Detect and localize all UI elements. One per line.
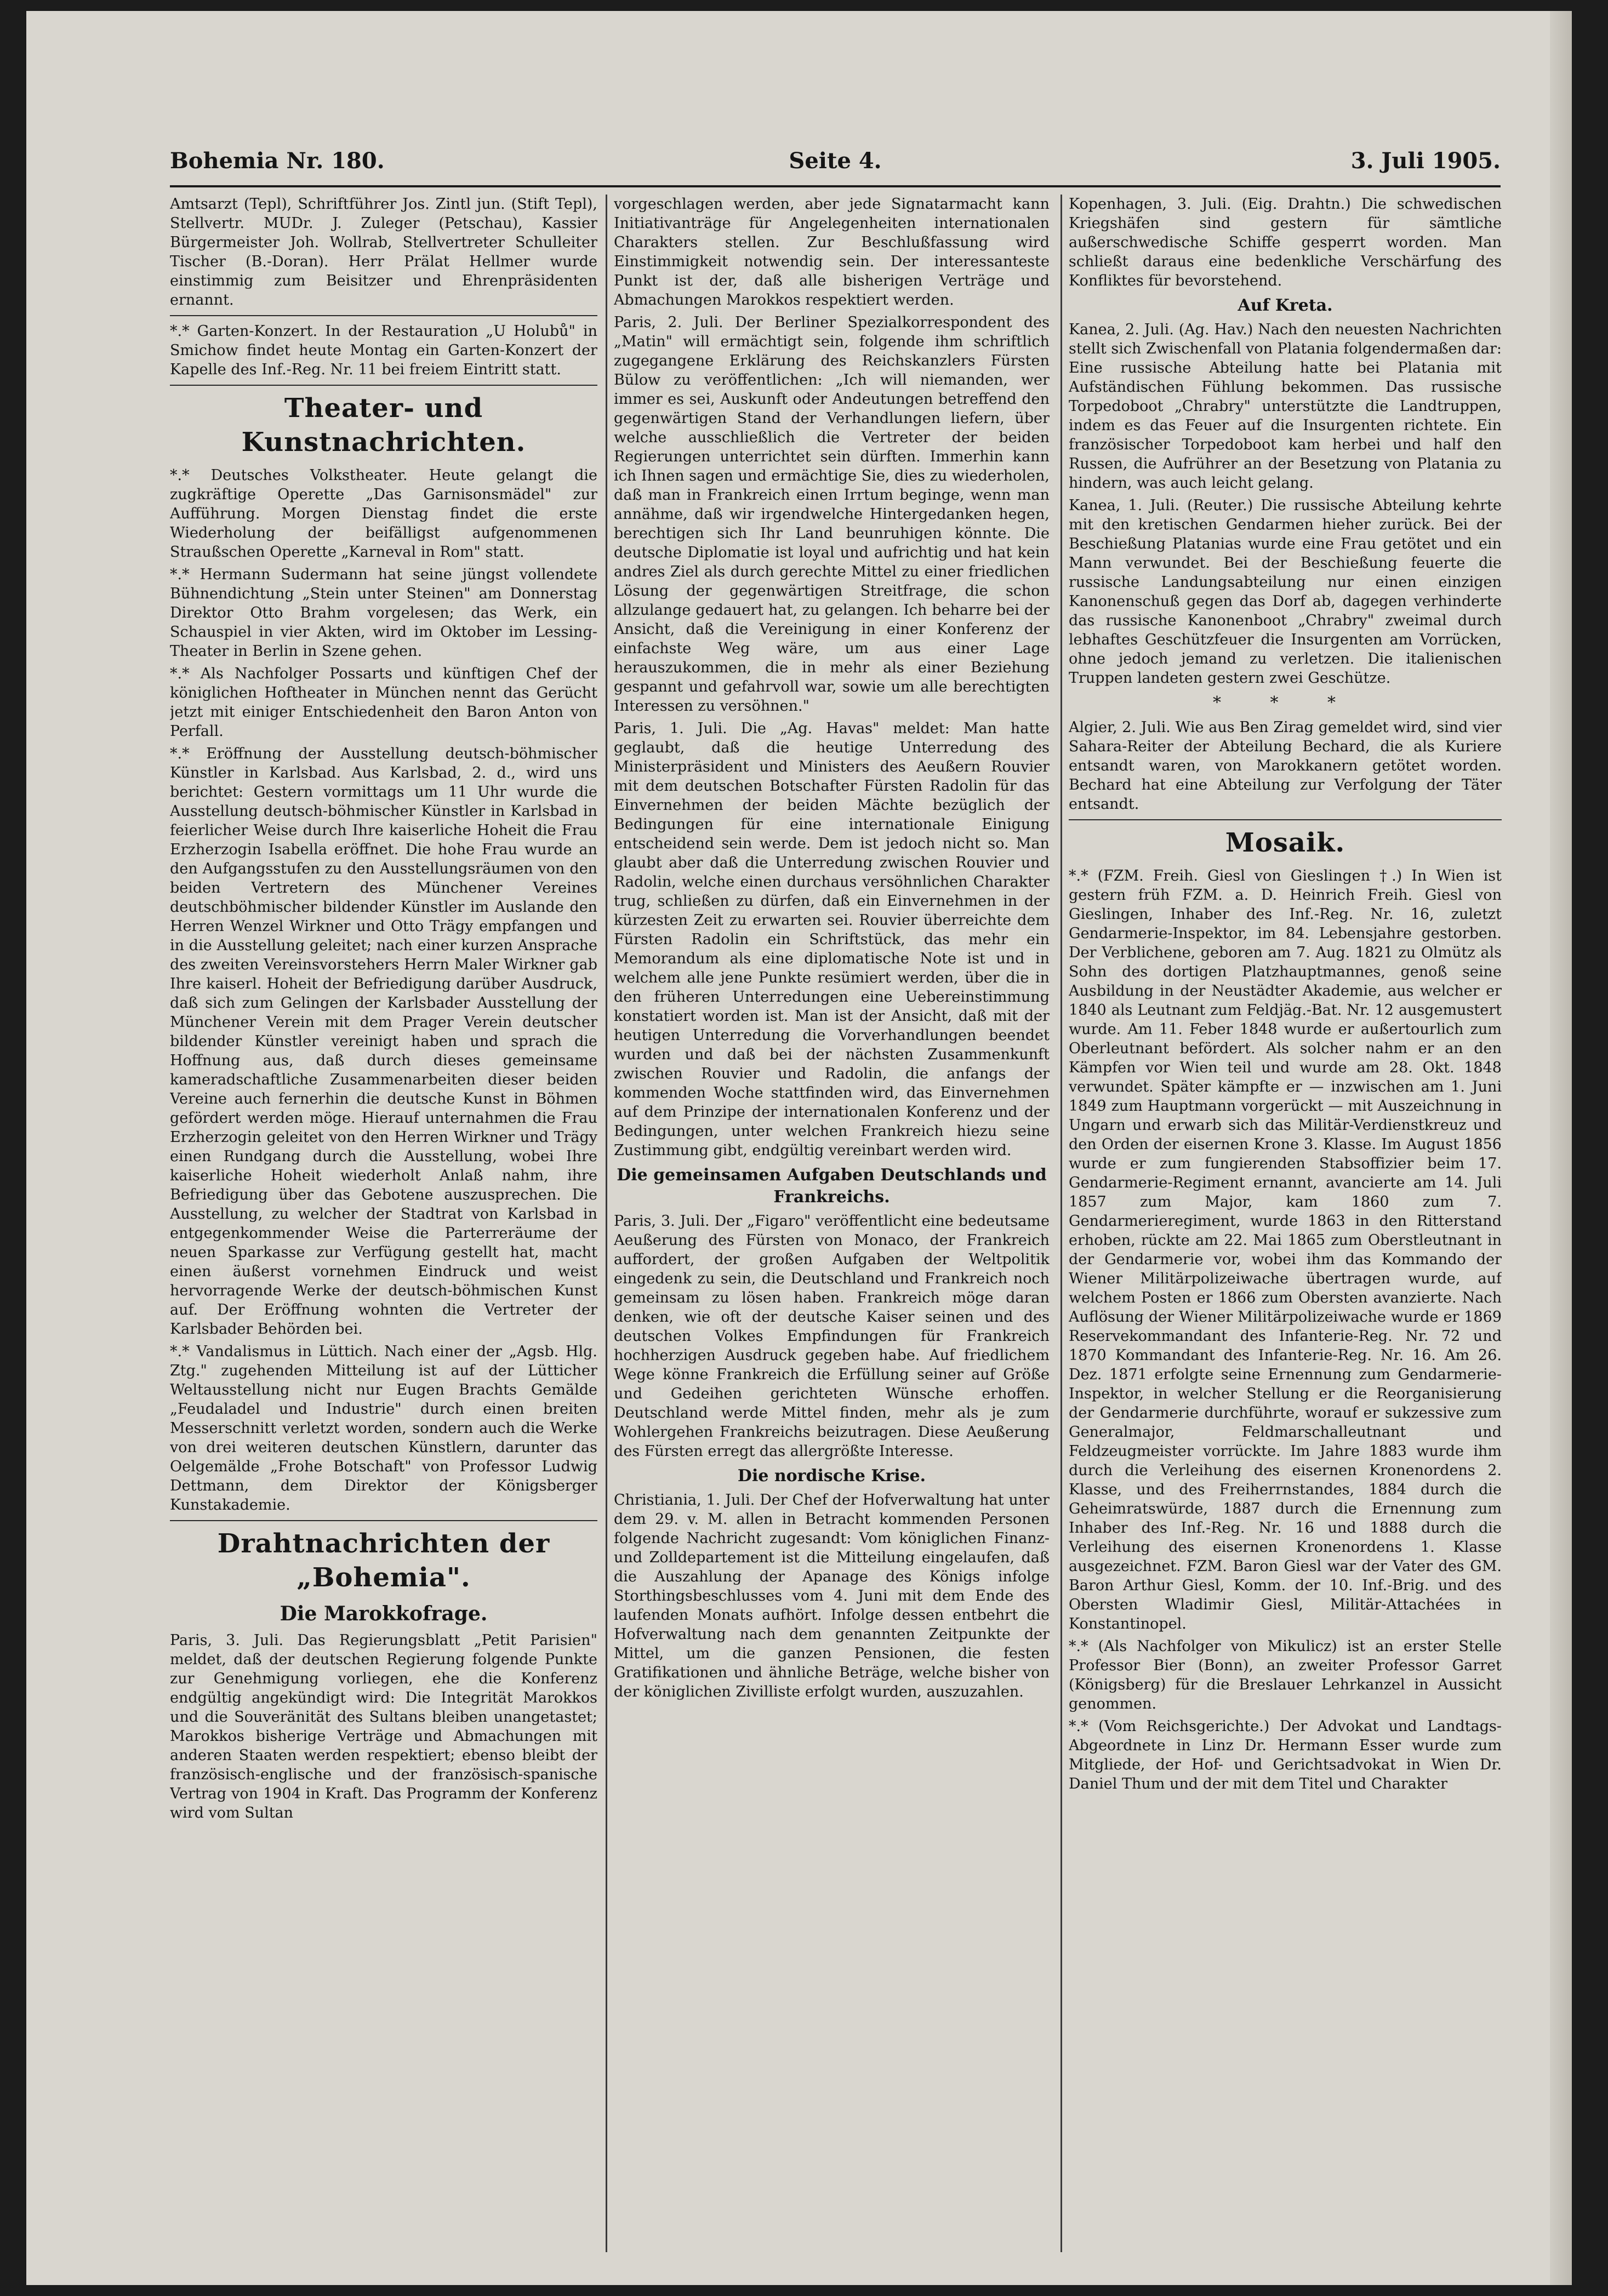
paragraph: vorgeschlagen werden, aber jede Signatarmacht kann Initiativanträge für Angelegenheiten internationalen Charakters stellen. Zur Beschlußfassung wird Einstimmigkeit notwendig sein. Der interessanteste Punkt ist der, daß alle bisherigen Verträge und Abmachungen Marokkos respektiert werden. (614, 196, 1050, 309)
paragraph: Christiania, 1. Juli. Der Chef der Hofverwaltung hat unter dem 29. v. M. allen in Betracht kommenden Personen folgende Nachricht zugesandt: Vom königlichen Finanz- und Zolldepartement ist die Mitteilung eingelaufen, daß die Auszahlung der Apanage des Königs infolge Storthingsbeschlusses vom 4. Juni mit dem Ende des laufenden Monats aufhört. Infolge dessen entbehrt die Hofverwaltung nach dem genannten Zeitpunkte der Mittel, um die ganzen Pensionen, die festen Gratifikationen und ähnliche Beträge, welche bisher von der königlichen Zivilliste erfolgt wurden, auszuzahlen. (614, 1492, 1050, 1700)
column-2 (614, 195, 1050, 2252)
newspaper-page (26, 11, 1572, 2285)
page-header (170, 148, 1501, 181)
column-separator (1060, 195, 1062, 2252)
paragraph: Paris, 3. Juli. Das Regierungsblatt „Petit Parisien" meldet, daß der deutschen Regierung folgende Punkte zur Genehmigung vorliegen, ehe die Konferenz endgültig angekündigt wird: Die Integrität Marokkos und die Souveränität des Sultans bleiben unangetastet; Marokkos bisherige Verträge und Abmachungen mit anderen Staaten werden respektiert; ebenso bleibt der französisch-englische und der französisch-spanische Vertrag von 1904 in Kraft. Das Programm der Konferenz wird vom Sultan (170, 1632, 597, 1821)
column-1 (170, 195, 597, 2252)
section-heading: Mosaik. (1225, 827, 1345, 858)
paragraph: Kopenhagen, 3. Juli. (Eig. Drahtn.) Die schwedischen Kriegshäfen sind gestern für sämtliche außerschwedische Schiffe gesperrt worden. Man schließt daraus eine bedenkliche Verschärfung des Konfliktes für bevorstehend. (1069, 196, 1502, 289)
subsection-heading: Die Marokkofrage. (280, 1602, 488, 1625)
paragraph: Paris, 1. Juli. Die „Ag. Havas" meldet: Man hatte geglaubt, daß die heutige Unterredung des Ministerpräsident und Ministers des Aeußern Rouvier mit dem deutschen Botschafter Fürsten Radolin für das Einvernehmen der beiden Mächte bezüglich der Bedingungen für eine internationale Einigung entscheidend sein werde. Dem ist jedoch nicht so. Man glaubt aber daß die Unterredung zwischen Rouvier und Radolin, welche einen durchaus versöhnlichen Charakter trug, schließen zu dürfen, daß ein Einvernehmen in der kürzesten Zeit zu erwarten sei. Rouvier überreichte dem Fürsten Radolin ein Schriftstück, das mehr ein Memorandum als eine diplomatische Note ist und in welchem alle jene Punkte resümiert werden, über die in den früheren Unterredungen eine Uebereinstimmung konstatiert worden ist. Man ist der Ansicht, daß mit der heutigen Unterredung die Vorverhandlungen beendet wurden und daß bei der nächsten Zusammenkunft zwischen Rouvier und Radolin, die anfangs der kommenden Woche stattfinden wird, das Einvernehmen auf dem Prinzipe der internationalen Konferenz und der Bedingungen, unter welchen Frankreich hiezu seine Zustimmung gibt, endgültig vereinbart werden wird. (614, 720, 1050, 1159)
header-rule (170, 185, 1501, 187)
separator-stars: * * * (1212, 693, 1358, 712)
paragraph: *.* Deutsches Volkstheater. Heute gelangt die zugkräftige Operette „Das Garnisonsmädel" zur Aufführung. Morgen Dienstag findet die erste Wiederholung der beifälligst aufgenommenen Straußschen Operette „Karneval in Rom" statt. (170, 467, 597, 561)
paragraph: Algier, 2. Juli. Wie aus Ben Zirag gemeldet wird, sind vier Sahara-Reiter der Abteilung Bechard, die als Kuriere entsandt waren, von Marokkanern getötet worden. Bechard hat eine Abteilung zur Verfolgung der Täter entsandt. (1069, 719, 1502, 813)
paragraph: *.* (Vom Reichsgerichte.) Der Advokat und Landtags-Abgeordnete in Linz Dr. Hermann Esser wurde zum Mitgliede, der Hof- und Gerichtsadvokat in Wien Dr. Daniel Thum und der mit dem Titel und Charakter (1069, 1718, 1502, 1792)
paragraph: *.* Vandalismus in Lüttich. Nach einer der „Agsb. Hlg. Ztg." zugehenden Mitteilung ist auf der Lütticher Weltausstellung nicht nur Eugen Brachts Gemälde „Feudaladel und Industrie" durch einen breiten Messerschnitt verletzt worden, sondern auch die Werke von drei weiteren deutschen Künstlern, darunter das Oelgemälde „Frohe Botschaft" von Professor Ludwig Dettmann, dem Direktor der Königsberger Kunstakademie. (170, 1343, 597, 1513)
section-heading: Theater- und Kunstnachrichten. (241, 393, 526, 458)
page-edge-shadow (1550, 11, 1572, 2285)
header-issue: Bohemia Nr. 180. (170, 148, 385, 174)
paragraph: Paris, 2. Juli. Der Berliner Spezialkorrespondent des „Matin" will ermächtigt sein, folgende ihm schriftlich zugegangene Erklärung des Reichskanzlers Fürsten Bülow zu veröffentlichen: „Ich will niemanden, wer immer es sei, Auskunft oder Andeutungen betreffend den gegenwärtigen Stand der Verhandlungen liefern, über welche ausschließlich die Vertreter der beiden Regierungen unterrichtet sein dürften. Immerhin kann ich Ihnen sagen und ermächtige Sie, dies zu wiederholen, daß man in Frankreich einen Irrtum beginge, wenn man annähme, daß wir irgendwelche Hintergedanken hegen, berechtigen sich Ihr Land beunruhigen könnte. Die deutsche Diplomatie ist loyal und aufrichtig und hat kein andres Ziel als durch gerechte Mittel zu einer friedlichen Lösung der gegenwärtigen Streitfrage, die schon allzulange gedauert hat, zu gelangen. Ich beharre bei der Ansicht, daß die Vereinigung in einer Konferenz der einfachste Weg wäre, um aus einer Lage herauszukommen, die in mehr als einer Beziehung gespannt und gefahrvoll war, sowie um alle berechtigten Interessen zu versöhnen." (614, 314, 1050, 715)
paragraph: *.* Eröffnung der Ausstellung deutsch-böhmischer Künstler in Karlsbad. Aus Karlsbad, 2. d., wird uns berichtet: Gestern vormittags um 11 Uhr wurde die Ausstellung deutsch-böhmischer Künstler in Karlsbad in feierlicher Weise durch Ihre kaiserliche Hoheit die Frau Erzherzogin Isabella eröffnet. Die hohe Frau wurde an den Aufgangsstufen zu den Ausstellungsräumen von den beiden Vertretern des Münchener Vereines deutschböhmischer bildender Künstler im Auslande den Herren Wenzel Wirkner und Otto Trägy empfangen und in die Ausstellung geleitet; nach einer kurzen Ansprache des zweiten Vereinsvorstehers Herrn Maler Wirkner gab Ihre kaiserl. Hoheit der Befriedigung darüber Ausdruck, daß sich zum Gelingen der Karlsbader Ausstellung der Münchener Verein mit dem Prager Verein deutscher bildender Künstler vereinigt haben und sprach die Hoffnung aus, daß durch dieses gemeinsame kameradschaftliche Zusammenarbeiten dieser beiden Vereine auch fernerhin die deutsche Kunst in Böhmen gefördert werden möge. Hierauf unternahmen die Frau Erzherzogin geleitet von den Herren Wirkner und Trägy einen Rundgang durch die Ausstellung, wobei Ihre kaiserliche Hoheit wiederholt Anlaß nahm, ihre Befriedigung über das Gebotene auszusprechen. Die Ausstellung, zu welcher der Stadtrat von Karlsbad in entgegenkommender Weise die Parterreräume der neuen Sparkasse zur Verfügung gestellt hat, macht einen äußerst vornehmen Eindruck und weist hervorragende Werke der deutsch-böhmischen Kunst auf. Der Eröffnung wohnten die Vertreter der Karlsbader Behörden bei. (170, 745, 597, 1338)
paragraph: *.* (FZM. Freih. Giesl von Gieslingen †.) In Wien ist gestern früh FZM. a. D. Heinrich Freih. Giesl von Gieslingen, Inhaber des Inf.-Reg. Nr. 16, zuletzt Gendarmerie-Inspektor, im 84. Lebensjahre gestorben. Der Verblichene, geboren am 7. Aug. 1821 zu Olmütz als Sohn des dortigen Platzhauptmannes, genoß seine Ausbildung in der Neustädter Akademie, aus welcher er 1840 als Leutnant zum Feldjäg.-Bat. Nr. 12 ausgemustert wurde. Am 11. Feber 1848 wurde er außertourlich zum Oberleutnant befördert. Als solcher nahm er an den Kämpfen vor Wien teil und wurde am 28. Okt. 1848 verwundet. Später kämpfte er — inzwischen am 1. Juni 1849 zum Hauptmann vorgerückt — mit Auszeichnung in Ungarn und erwarb sich das Militär-Verdienstkreuz und den Orden der eisernen Krone 3. Klasse. Im August 1856 wurde er zum fungierenden Stabsoffizier beim 17. Gendarmerie-Regiment ernannt, avancierte am 14. Juli 1857 zum Major, kam 1860 zum 7. Gendarmerieregiment, wurde 1863 in den Ritterstand erhoben, rückte am 22. Mai 1865 zum Oberstleutnant in der Gendarmerie vor, wobei ihm das Kommando der Wiener Militärpolizeiwache übertragen wurde, auf welchem Posten er 1866 zum Obersten avanzierte. Nach Auflösung der Wiener Militärpolizeiwache wurde er 1869 Reservekommandant des Infanterie-Reg. Nr. 72 und 1870 Kommandant des Infanterie-Reg. Nr. 16. Am 26. Dez. 1871 erfolgte seine Ernennung zum Gendarmerie-Inspektor, in welcher Stellung er die Reorganisierung der Gendarmerie durchführte, worauf er sukzessive zum Generalmajor, Feldmarschalleutnant und Feldzeugmeister vorrückte. Im Jahre 1883 wurde ihm durch die Verleihung des eisernen Kronenordens 2. Klasse, und des Freiherrnstandes, 1884 durch die Geheimratswürde, 1887 durch die Ernennung zum Inhaber des Inf.-Reg. Nr. 16 und 1888 durch die Verleihung des eisernen Kronenordens 1. Klasse ausgezeichnet. FZM. Baron Giesl war der Vater des GM. Baron Arthur Giesl, Komm. der 10. Inf.-Brig. und des Obersten Wladimir Giesl, Militär-Attachées in Konstantinopel. (1069, 867, 1502, 1632)
column-separator (606, 195, 607, 2252)
divider (170, 1520, 597, 1521)
paragraph: Kanea, 1. Juli. (Reuter.) Die russische Abteilung kehrte mit den kretischen Gendarmen hieher zurück. Bei der Beschießung Platanias wurde eine Frau getötet und ein Mann verwundet. Bei der Beschießung feuerte die russische Landungsabteilung nur einen einzigen Kanonenschuß gegen das Dorf ab, dagegen verhinderte das russische Kanonenboot „Chrabry" zweimal durch lebhaftes Geschützfeuer die Insurgenten am Vorrücken, ohne jedoch jemand zu verletzen. Die italienischen Truppen landeten gestern zwei Geschütze. (1069, 497, 1502, 687)
header-date: 3. Juli 1905. (1350, 148, 1501, 174)
article-columns (170, 195, 1501, 2252)
paragraph: *.* Hermann Sudermann hat seine jüngst vollendete Bühnendichtung „Stein unter Steinen" am Donnerstag Direktor Otto Brahm vorgelesen; das Werk, ein Schauspiel in vier Akten, wird im Oktober im Lessing-Theater in Berlin in Szene gehen. (170, 566, 597, 660)
subsection-heading: Die gemeinsamen Aufgaben Deutschlands und Frankreichs. (617, 1166, 1047, 1207)
paragraph: Paris, 3. Juli. Der „Figaro" veröffentlicht eine bedeutsame Aeußerung des Fürsten von Monaco, der Frankreich auffordert, der großen Aufgaben der Weltpolitik eingedenk zu sein, die Deutschland und Frankreich noch gemeinsam zu lösen haben. Frankreich möge daran denken, wie oft der deutsche Kaiser seinen und des deutschen Volkes Empfindungen für Frankreich hochherzigen Ausdruck gegeben habe. Auf friedlichem Wege könne Frankreich die Erfüllung seiner auf Größe und Gedeihen gerichteten Wünsche erhoffen. Deutschland werde Mittel finden, mehr als je zum Wohlergehen Frankreichs beizutragen. Diese Aeußerung des Fürsten erregt das allergrößte Interesse. (614, 1213, 1050, 1460)
paragraph: Amtsarzt (Tepl), Schriftführer Jos. Zintl jun. (Stift Tepl), Stellvertr. MUDr. J. Zuleger (Petschau), Kassier Bürgermeister Joh. Wollrab, Stellvertreter Schulleiter Tischer (B.-Doran). Herr Prälat Hellmer wurde einstimmig zum Beisitzer und Ehrenpräsidenten ernannt. (170, 196, 597, 309)
paragraph: Kanea, 2. Juli. (Ag. Hav.) Nach den neuesten Nachrichten stellt sich Zwischenfall von Platania folgendermaßen dar: Eine russische Abteilung hatte bei Platania mit Aufständischen Fühlung bekommen. Das russische Torpedoboot „Chrabry" unterstützte die Landtruppen, indem es das Feuer auf die Insurgenten richtete. Ein französischer Torpedoboot kam herbei und half den Russen, die Aufrührer an der Besetzung von Platania zu hindern, was auch leicht gelang. (1069, 321, 1502, 492)
column-3 (1069, 195, 1502, 2252)
subsection-heading: Auf Kreta. (1238, 296, 1333, 315)
paragraph: *.* (Als Nachfolger von Mikulicz) ist an erster Stelle Professor Bier (Bonn), an zweiter Professor Garret (Königsberg) für die Breslauer Lehrkanzel in Aussicht genommen. (1069, 1638, 1502, 1712)
header-page-number: Seite 4. (789, 148, 882, 174)
paragraph: *.* Garten-Konzert. In der Restauration „U Holubů" in Smichow findet heute Montag ein Garten-Konzert der Kapelle des Inf.-Reg. Nr. 11 bei freiem Eintritt statt. (170, 323, 597, 378)
divider (170, 315, 597, 316)
section-heading: Drahtnachrichten der „Bohemia". (217, 1528, 550, 1593)
paragraph: *.* Als Nachfolger Possarts und künftigen Chef der königlichen Hoftheater in München nennt das Gerücht jetzt mit einiger Entschiedenheit den Baron Anton von Perfall. (170, 665, 597, 740)
subsection-heading: Die nordische Krise. (737, 1466, 926, 1486)
divider (170, 385, 597, 386)
divider (1069, 819, 1502, 820)
